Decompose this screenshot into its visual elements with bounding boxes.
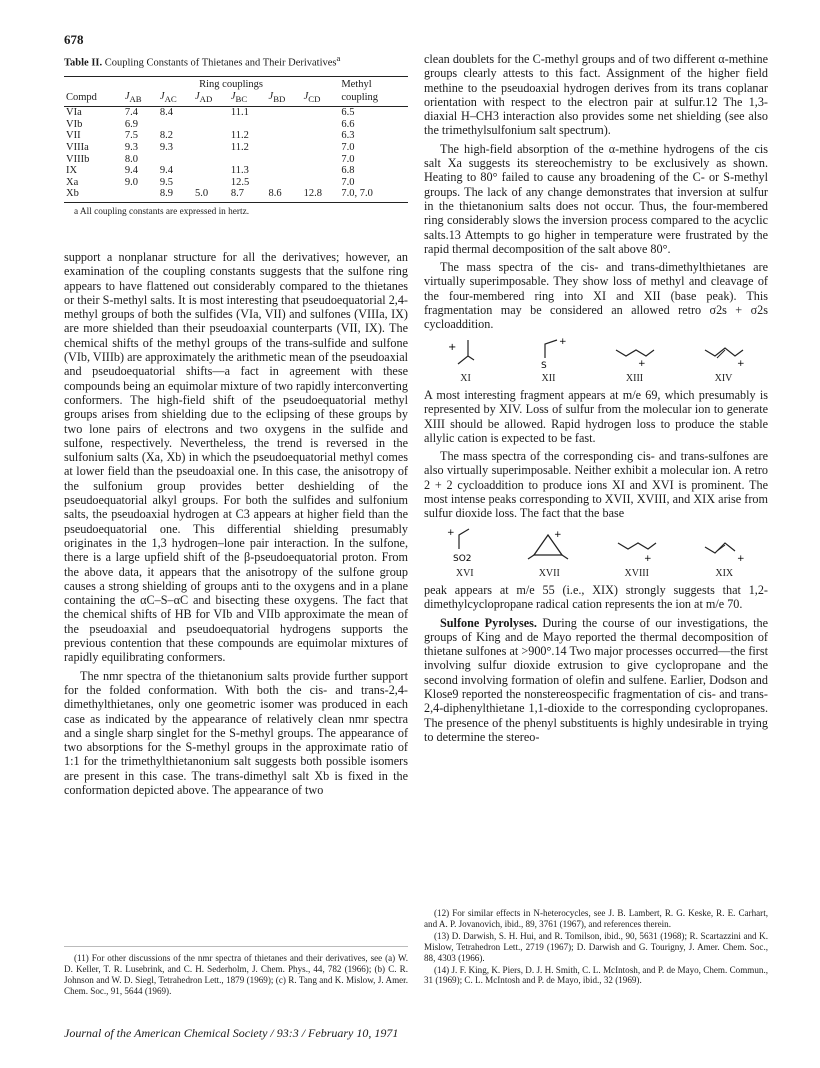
table-cell: 6.8 <box>341 165 355 177</box>
table-cell <box>267 142 302 154</box>
paragraph-section <box>424 616 768 745</box>
table-cell <box>193 165 229 177</box>
table-cell: 8.9 <box>158 188 193 202</box>
structure-xix-drawing <box>701 525 747 565</box>
structure-label: XIX <box>715 567 734 579</box>
table-column-header: $J_{AC}$ <box>158 91 193 107</box>
table-row <box>64 154 408 166</box>
table-cell: 9.4 <box>124 165 138 177</box>
paragraph: The nmr spectra of the thietanonium salts provide further support for the folded conformation. With both the cis- and trans-2,4-dimethylthietanes, only one geometric isomer was produced in each case as indicated by the appearance of relatively clean nmr spectra and a single sharp singlet for the S-methyl groups. The appearance of two absorptions for the S-methyl groups in the approximate ratio of 1:1 for the trimethylthietanonium salt suggests both possible isomers are present in this case. The trans-dimethyl salt Xb is fixed in the conformation depicted above. The appearance of two <box>64 668 408 797</box>
table-cell: 8.2 <box>159 130 174 142</box>
table-cell <box>193 107 229 119</box>
table-cell <box>229 154 267 166</box>
table-cell <box>302 165 340 177</box>
footnote: (13) D. Darwish, S. H. Hui, and R. Tomilson, ibid., 90, 5631 (1968); R. Scartazzini and K. Mislow, Tetrahedron Lett., 2719 (1967); D. Darwish and G. Tourigny, J. Amer. Chem. Soc., 88, 4303 (1966). <box>424 930 768 963</box>
svg-text:S: S <box>540 360 547 370</box>
structure-xi-drawing <box>446 336 486 370</box>
table-cell: 11.3 <box>230 165 249 177</box>
footnote: (14) J. F. King, K. Piers, D. J. H. Smith, C. L. McIntosh, and P. de Mayo, Chem. Commun., 31 (1969); C. L. McIntosh and P. de Mayo, ibid., 32 (1969). <box>424 964 768 986</box>
table-cell <box>302 142 340 154</box>
paragraph: The mass spectra of the corresponding cis- and trans-sulfones are also virtually superimposable. Neither exhibit a molecular ion. A retro 2 + 2 cycloaddition to produce ions XI and XVI is prominent. The most intense peaks corresponding to XVII, XVIII, and XIX arise from sulfur dioxide loss. The fact that the base <box>424 449 768 521</box>
structure-xii <box>529 336 569 386</box>
table-cell <box>193 177 229 189</box>
page-number: 678 <box>64 32 84 47</box>
left-column <box>64 250 408 801</box>
table-caption-mark: a <box>336 53 341 63</box>
table-cell: 12.5 <box>230 176 250 188</box>
section-heading: Sulfone Pyrolyses. <box>440 615 537 630</box>
table-cell: 7.5 <box>124 130 138 142</box>
table-column-header: $J_{BC}$ <box>229 91 267 107</box>
paragraph: peak appears at m/e 55 (i.e., XIX) strongly suggests that 1,2-dimethylcyclopropane radical cation represents the ion at m/e 70. <box>424 582 768 612</box>
structure-xii-drawing <box>529 336 569 370</box>
structure-xvii-drawing <box>526 525 572 565</box>
table-cell <box>158 154 193 166</box>
svg-text:+: + <box>554 529 562 540</box>
table-row <box>64 177 408 189</box>
table-cell: VIIIa <box>66 142 89 154</box>
table-cell <box>267 177 302 189</box>
table-cell: 9.0 <box>124 176 138 188</box>
table-cell <box>193 142 229 154</box>
structure-label: XIV <box>714 372 733 384</box>
table-header-methyl: Methyl <box>339 77 408 91</box>
table-cell <box>267 130 302 142</box>
footnotes-left <box>64 946 408 998</box>
table-group-header: Ring couplings <box>123 77 340 91</box>
paragraph: support a nonplanar structure for all the derivatives; however, an examination of the coupling constants suggests that the sulfone ring appears to have flattened out considerably compared to the thietanes or their S-methyl salts. It is most interesting that pseudoequatorial 2,4-methyl groups of both the sulfides (VIa, VII) and sulfones (VIIIa, IX) are more shielded than their pseudoaxial counterparts (VII, IX). The chemical shifts of the methyl groups of the trans-sulfide and sulfone (VIb, VIIIb) are approximately the arithmetic mean of the pseudoaxial and pseudoequatorial shifts—a fact in agreement with these compounds being an equimolar mixture of two rapidly interconverting conformers. The high-field shift of the pseudoequatorial methyl groups arises from shielding due to the eclipsing of these groups by two lone pairs of electrons and two oxygens in the sulfide and sulfone, respectively. Nevertheless, the trend is reversed in the sulfonium salts (Xa, Xb) in which the pseudoequatorial methyl comes at lower field than the pseudoaxial one. In this case, the anisotropy of the sulfonium group provides better deshielding of the pseudoequatorial alkyl groups. For both the sulfides and sulfonium salts, the pseudoaxial hydrogen at C3 appears at higher field than the pseudoequatorial one. This differential shielding presumably originates in the 1,3 hydrogen–lone pair interaction. In the sulfone, there is a large upfield shift of the β-pseudoequatorial proton. From the above data, it appears that the anisotropy of the sulfone group causes a strong shielding of groups anti to the oxygens and in a plane containing the αC–S–αC and bisecting these oxygens. The fact that the chemical shifts of HB for VIb and VIIb approximate the mean of the pseudoaxial and pseudoequatorial hydrogens supports the previous contention that these compounds are equimolar mixtures of rapidly equilibrating conformers. <box>64 250 408 665</box>
table-cell: 7.0 <box>341 176 355 188</box>
table-cell: 9.5 <box>159 176 174 188</box>
table-cell <box>193 154 229 166</box>
structure-label: XIII <box>625 372 644 384</box>
table-cell <box>193 130 229 142</box>
table-column-header: $J_{BD}$ <box>267 91 302 107</box>
table-caption: Coupling Constants of Thietanes and Their Derivatives <box>104 57 337 69</box>
structure-xvii <box>526 525 572 581</box>
table-cell <box>267 119 302 131</box>
table-cell: 8.7 <box>229 188 267 202</box>
table-cell: 8.0 <box>124 153 138 165</box>
journal-footer: Journal of the American Chemical Society / 93:3 / February 10, 1971 <box>64 1026 399 1040</box>
table-cell: 11.2 <box>230 142 249 154</box>
table-cell: 6.5 <box>341 107 355 119</box>
svg-text:+: + <box>736 358 745 369</box>
table-row <box>64 165 408 177</box>
footnote: (12) For similar effects in N-heterocycles, see J. B. Lambert, R. G. Keske, R. E. Carhart, and A. P. Jovanovich, ibid., 89, 3761 (1967), and references therein. <box>424 908 768 929</box>
table-cell: 7.0 <box>341 142 355 154</box>
table-cell: VIb <box>66 118 83 130</box>
table-row <box>64 142 408 154</box>
table-cell <box>302 107 340 119</box>
footnote: (11) For other discussions of the nmr spectra of thietanes and their derivatives, see (a) W. D. Keller, T. R. Lusebrink, and C. H. Sederholm, J. Chem. Phys., 44, 782 (1966); (b) C. R. Johnson and W. D. Siegl, Tetrahedron Lett., 1879 (1969); (c) R. Tang and K. Mislow, J. Amer. Chem. Soc., 91, 5644 (1969). <box>64 953 408 996</box>
svg-text:+: + <box>447 341 456 353</box>
table-cell: 9.3 <box>124 142 138 154</box>
table-cell: 8.4 <box>159 107 174 119</box>
table-column-header: coupling <box>339 91 408 107</box>
table-label: Table II. <box>64 57 103 69</box>
table-cell <box>267 165 302 177</box>
table-cell: 5.0 <box>193 188 229 202</box>
table-cell <box>267 154 302 166</box>
structure-xviii-drawing <box>614 525 660 565</box>
table-row <box>64 119 408 131</box>
table-column-header: $J_{AD}$ <box>193 91 229 107</box>
table-title <box>64 52 408 70</box>
table-cell: 6.6 <box>341 118 355 130</box>
table-cell: 9.3 <box>159 142 174 154</box>
svg-text:+: + <box>643 553 652 564</box>
paragraph: The mass spectra of the cis- and trans-dimethylthietanes are virtually superimposable. They show loss of methyl and cleavage of the four-membered ring into XI and XII (base peak). This fragmentation may be considered an allowed retro σ2s + σ2s cycloaddition. <box>424 260 768 332</box>
structures-row-1 <box>424 336 768 386</box>
footnotes-right <box>424 908 768 987</box>
table-cell: 11.2 <box>230 130 249 142</box>
table-cell: 11.1 <box>230 107 249 119</box>
table-cell: 6.9 <box>124 118 138 130</box>
table-cell: 9.4 <box>159 165 174 177</box>
table-cell: 12.8 <box>302 188 340 202</box>
table-column-header: Compd <box>64 91 123 107</box>
table-cell: VIa <box>66 107 82 119</box>
structure-xiv <box>701 336 747 386</box>
table-cell: Xb <box>64 188 123 202</box>
table-cell <box>123 188 158 202</box>
structure-label: XVIII <box>624 567 649 579</box>
table-cell: VII <box>66 130 81 142</box>
paragraph: The high-field absorption of the α-methine hydrogens of the cis salt Xa suggests its stereochemistry to be exclusively as shown. Heating to 80° failed to cause any broadening of the C- or S-methyl groups. The lack of any change demonstrates that inversion at sulfur in the thietanonium salts does not occur. Thus, the four-membered ring considerably slows the inversion process compared to the acyclic salts.13 Attempts to go higher in temperature were frustrated by the rapid thermal decomposition of the salt above 80°. <box>424 141 768 256</box>
table-cell: IX <box>66 165 78 177</box>
table-cell <box>302 177 340 189</box>
table-column-header: $J_{AB}$ <box>123 91 158 107</box>
structure-label: XVII <box>538 567 560 579</box>
table-column-header: $J_{CD}$ <box>302 91 340 107</box>
table-cell <box>158 119 193 131</box>
paragraph: A most interesting fragment appears at m/e 69, which presumably is represented by XIV. Loss of sulfur from the molecular ion to generate XIII should be allowed. Rapid hydrogen loss to produce the stable allylic cation is expected to be fast. <box>424 387 768 445</box>
section-text: During the course of our investigations, the groups of King and de Mayo reported the thermal decomposition of thietane sulfones at >900°.14 Two major processes occurred—the first involving sulfur dioxide extrusion to give cyclopropane and the second involving formation of olefin and sulfene. Earlier, Dodson and Klose9 reported the nonstereospecific fragmentation of cis- and trans-2,4-diphenylthietane 1,1-dioxide to the corresponding cyclopropanes. The presence of the phenyl substituents is highly undesirable in trying to determine the stereo- <box>424 615 769 744</box>
table-cell <box>193 119 229 131</box>
table-cell: 7.0 <box>341 153 355 165</box>
structure-xvi <box>445 525 485 581</box>
table-cell <box>302 154 340 166</box>
table-cell: Xa <box>66 176 79 188</box>
structure-xviii <box>614 525 660 581</box>
paragraph: clean doublets for the C-methyl groups and of two different α-methine groups clearly attests to this fact. Assignment of the higher field methine to the pseudoaxial hydrogen derives from its trans coplanar orientation with respect to the electron pair at sulfur.12 The 1,3-diaxial H–CH3 interaction also provides some net shielding (see also the trimethylsulfonium salt spectrum). <box>424 52 768 138</box>
table-footnote: a All coupling constants are expressed in hertz. <box>74 207 250 218</box>
table-cell: VIIIb <box>66 153 90 165</box>
structure-xiii-drawing <box>612 336 658 370</box>
structure-xiii <box>612 336 658 386</box>
coupling-table-block <box>64 52 408 217</box>
table-cell: 8.6 <box>267 188 302 202</box>
structure-label: XII <box>541 372 556 384</box>
svg-text:+: + <box>737 553 745 564</box>
structure-xi <box>446 336 486 386</box>
structure-xiv-drawing <box>701 336 747 370</box>
structure-label: XVI <box>455 567 474 579</box>
table-row <box>64 188 408 202</box>
structure-xvi-drawing <box>445 525 485 565</box>
table-cell: 7.4 <box>124 107 138 119</box>
coupling-table <box>64 76 408 203</box>
table-row <box>64 130 408 142</box>
table-cell <box>302 130 340 142</box>
table-cell: 6.3 <box>341 130 355 142</box>
svg-text:+: + <box>558 336 567 347</box>
table-cell <box>302 119 340 131</box>
structure-xix <box>701 525 747 581</box>
structure-label: XI <box>460 372 471 384</box>
table-cell: 7.0, 7.0 <box>339 188 408 202</box>
table-cell <box>229 119 267 131</box>
table-header-blank <box>64 77 123 91</box>
svg-text:+: + <box>637 358 646 369</box>
table-row <box>64 107 408 119</box>
svg-text:+: + <box>446 527 455 538</box>
right-column <box>424 52 768 748</box>
structures-row-2 <box>424 525 768 581</box>
table-cell <box>267 107 302 119</box>
svg-text:SO2: SO2 <box>452 553 472 564</box>
